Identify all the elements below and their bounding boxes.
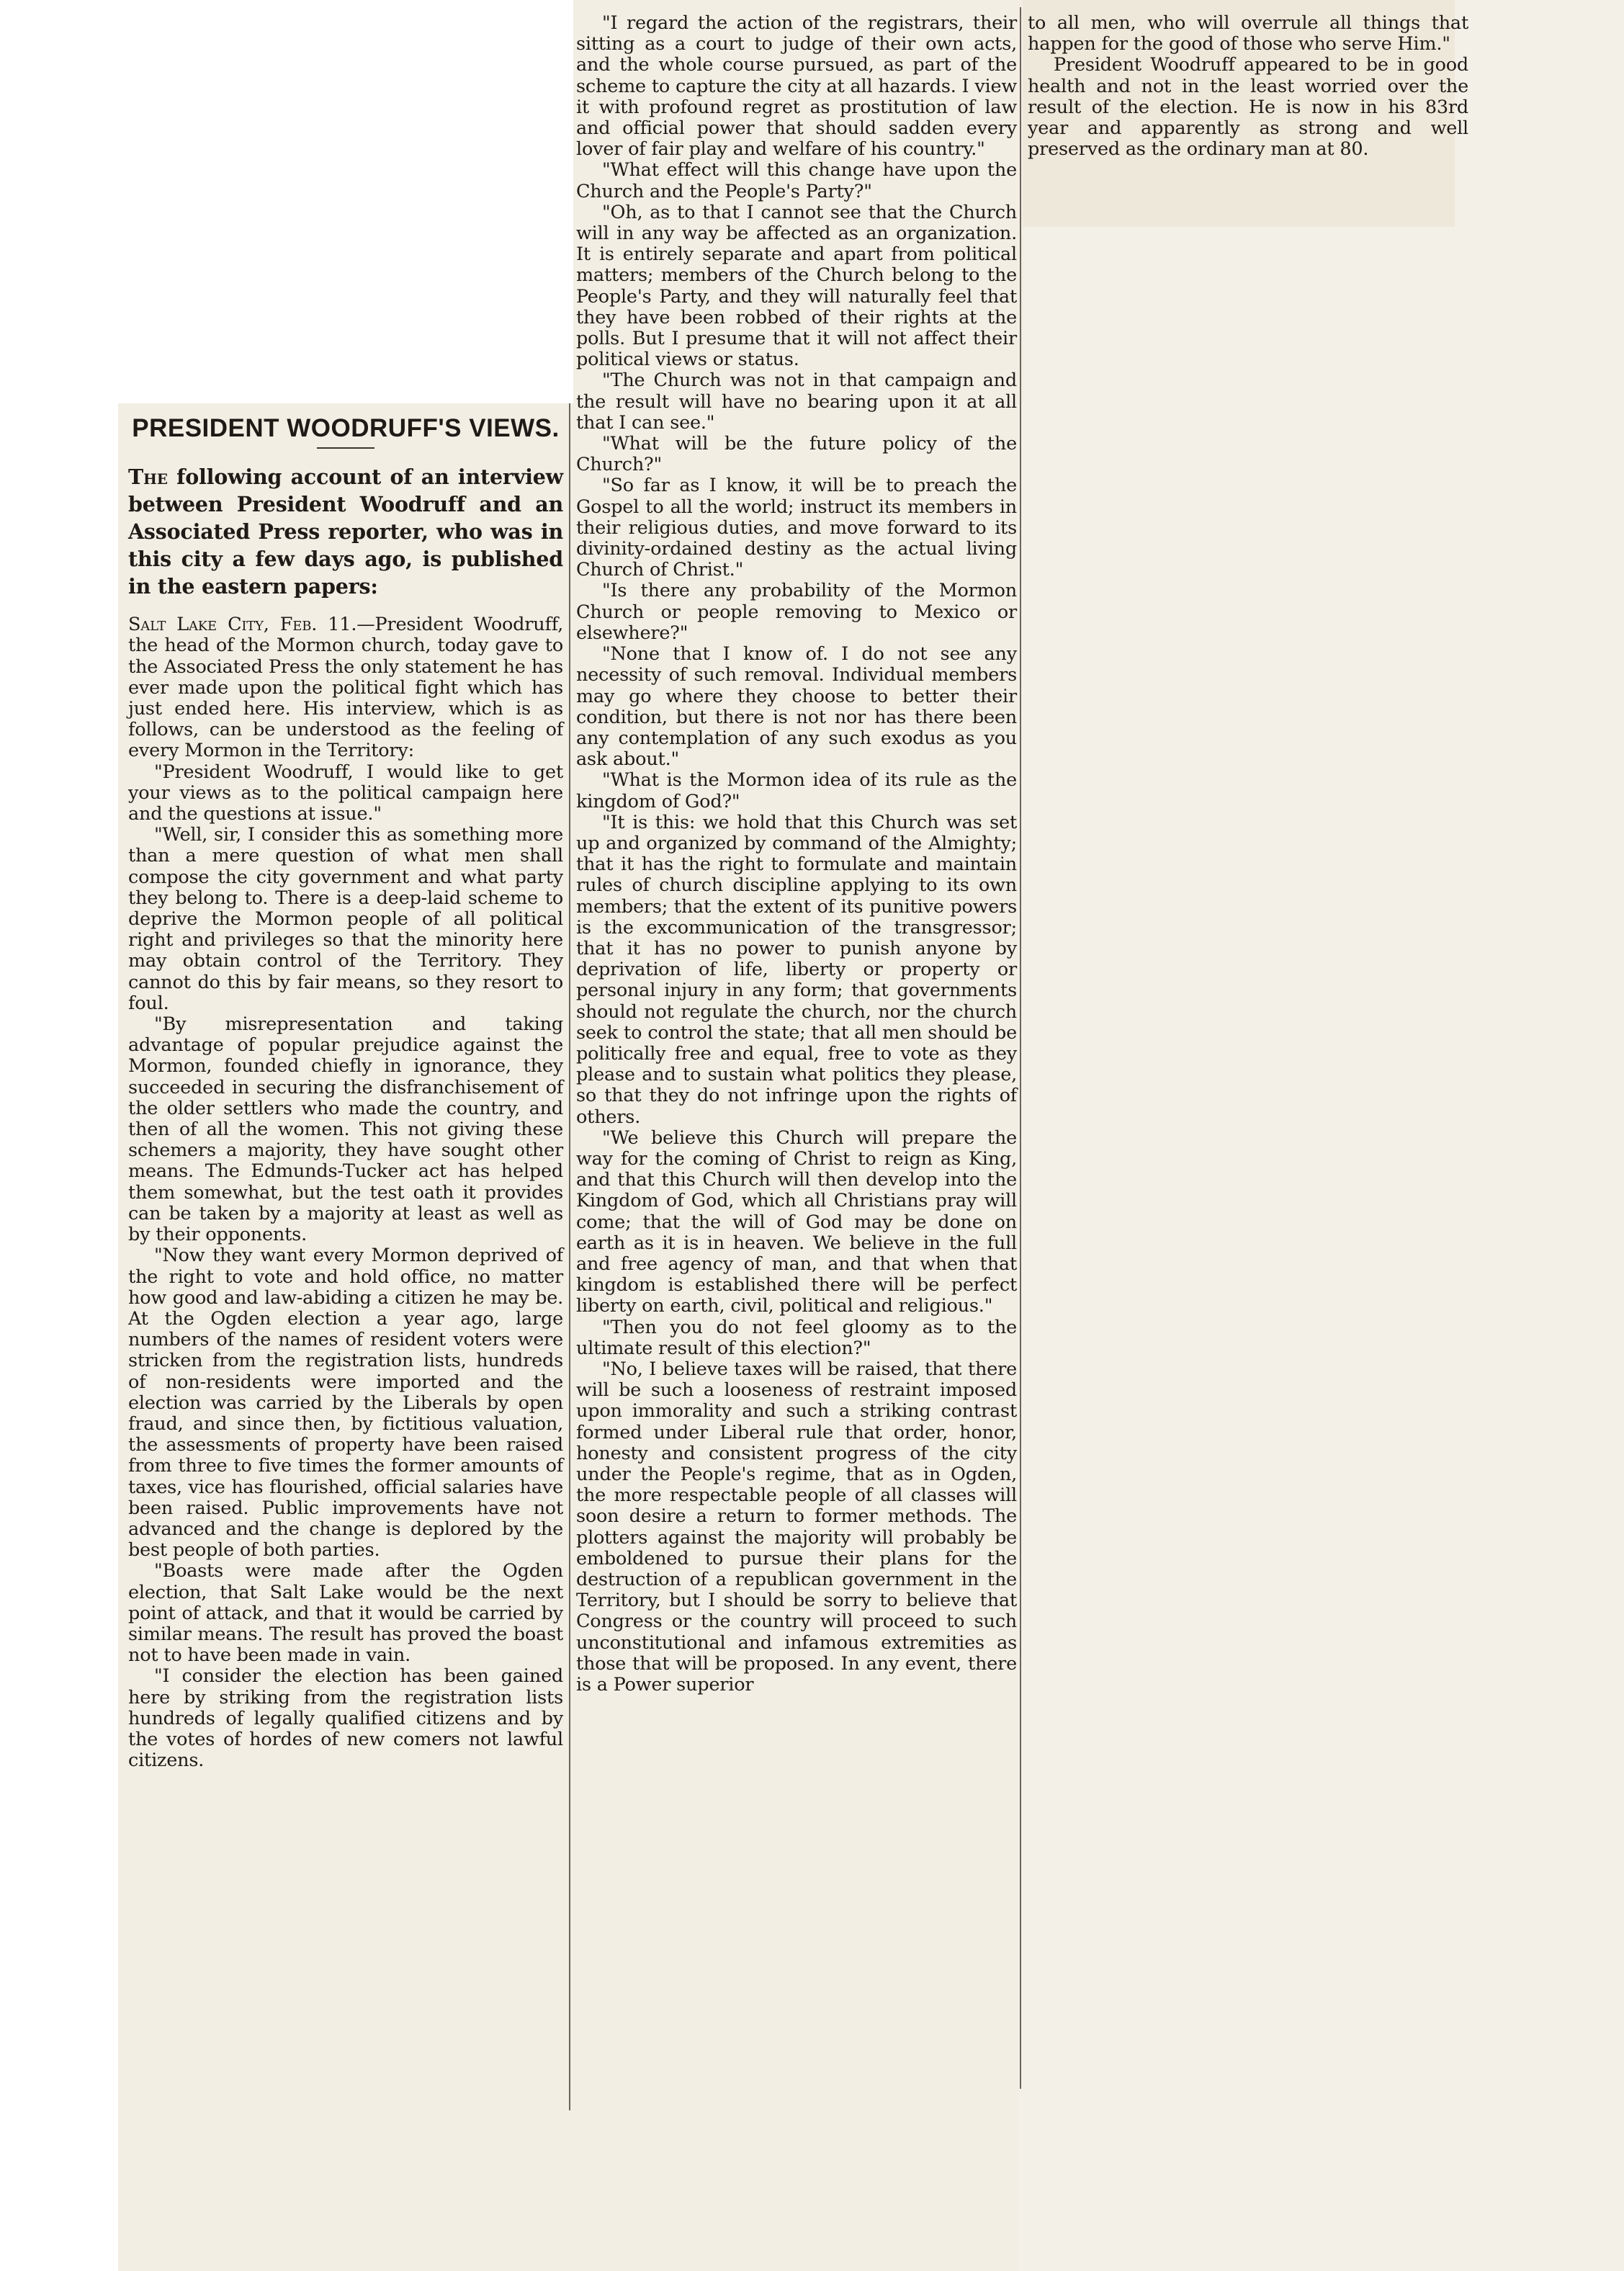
column-rule-right: [1020, 7, 1021, 2089]
paragraph: "Oh, as to that I cannot see that the Church will in any way be affected as an organization. It is entirely separate and apart from political matters; members of the Church belong to the People's Party, and they will naturally feel that they have been robbed of their rights at the polls. But I presume that it will not affect their political views or status.: [576, 201, 1017, 371]
paragraph: Salt Lake City, Feb. 11.—President Woodruff, the head of the Mormon church, today gave to the Associated Press the only statement he has ever made upon the political fight which has just ended here. His interview, which is as follows, can be understood as the feeling of every Mormon in the Territory:: [128, 614, 563, 762]
paragraph: "What will be the future policy of the Church?": [576, 433, 1017, 476]
clipping-paper-right: [1010, 0, 1624, 2271]
dateline: Salt Lake City, Feb. 11.: [128, 614, 357, 636]
paragraph: "I consider the election has been gained here by striking from the registration lists hundreds of legally qualified citizens and by the votes of hordes of new comers not lawful citizens.: [128, 1665, 563, 1772]
paragraph: to all men, who will overrule all things that happen for the good of those who serve Him.": [1028, 12, 1468, 55]
paragraph: "Well, sir, I consider this as something more than a mere question of what men shall compose the city government and what party they belong to. There is a deep-laid scheme to deprive the Mormon people of all political right and privileges so that the minority here may obtain control of the Territory. They cannot do this by fair means, so they resort to foul.: [128, 824, 563, 1014]
paragraph: "The Church was not in that campaign and the result will have no bearing upon it at all that I can see.": [576, 369, 1017, 434]
column-2: [576, 13, 1017, 1696]
paragraph: "What is the Mormon idea of its rule as the kingdom of God?": [576, 769, 1017, 812]
paragraph: "Is there any probability of the Mormon Church or people removing to Mexico or elsewhere?": [576, 580, 1017, 644]
paragraph: "What effect will this change have upon the Church and the People's Party?": [576, 159, 1017, 202]
paragraph: "I regard the action of the registrars, their sitting as a court to judge of their own acts, and the whole course pursued, as part of the scheme to capture the city at all hazards. I view it with profound regret as prostitution of law and official power that should sadden every lover of fair play and welfare of his country.": [576, 12, 1017, 161]
paragraph: "None that I know of. I do not see any necessity of such removal. Individual members may go where they choose to better their condition, but there is not nor has there been any contemplation of any such exodus as you ask about.": [576, 643, 1017, 771]
paragraph: "No, I believe taxes will be raised, that there will be such a looseness of restraint imposed upon immorality and such a striking contrast formed under Liberal rule that order, honor, honesty and consistent progress of the city under the People's regime, that as in Ogden, the more respectable people of all classes will soon desire a return to former methods. The plotters against the majority will probably be emboldened to pursue their plans for the destruction of a republican government in the Territory, but I should be sorry to believe that Congress or the country will proceed to such unconstitutional and infamous extremities as those that will be proposed. In any event, there is a Power superior: [576, 1358, 1017, 1696]
paragraph: "So far as I know, it will be to preach the Gospel to all the world; instruct its members in their religious duties, and move forward to its divinity-ordained destiny as the actual living Church of Christ.": [576, 475, 1017, 581]
paragraph: "We believe this Church will prepare the way for the coming of Christ to reign as King, and that this Church will then develop into the Kingdom of God, which all Christians pray will come; that the will of God may be done on earth as it is in heaven. We believe in the full and free agency of man, and that when that kingdom is established there will be perfect liberty on earth, civil, political and religious.": [576, 1126, 1017, 1317]
paragraph: "It is this: we hold that this Church was set up and organized by command of the Almighty; that it has the right to formulate and maintain rules of church discipline applying to its own members; that the extent of its punitive powers is the excommunication of the transgressor; that it has no power to punish anyone by deprivation of life, liberty or property or personal injury in any form; that governments should not regulate the church, nor the church seek to control the state; that all men should be politically free and equal, free to vote as they please and to sustain what politics they please, so that they do not infringe upon the rights of others.: [576, 811, 1017, 1128]
intro-text: following account of an interview between President Woodruff and an Associated Press reporter, who was in this city a few days ago, is published in the eastern papers:: [128, 465, 563, 599]
article-headline: PRESIDENT WOODRUFF'S VIEWS.: [132, 414, 560, 442]
paragraph: President Woodruff appeared to be in good health and not in the least worried over the result of the election. He is now in his 83rd year and apparently as strong and well preserved as the ordinary man at 80.: [1028, 54, 1468, 161]
paragraph: "President Woodruff, I would like to get your views as to the political campaign here and the questions at issue.": [128, 761, 563, 825]
paragraph: "Now they want every Mormon deprived of the right to vote and hold office, no matter how good and law-abiding a citizen he may be. At the Ogden election a year ago, large numbers of the names of resident voters were stricken from the registration lists, hundreds of non-residents were imported and the election was carried by the Liberals by open fraud, and since then, by fictitious valuation, the assessments of property have been raised from three to five times the former amounts of taxes, vice has flourished, official salaries have been raised. Public improvements have not advanced and the change is deplored by the best people of both parties.: [128, 1245, 563, 1562]
paragraph: "By misrepresentation and taking advantage of popular prejudice against the Mormon, founded chiefly in ignorance, they succeeded in securing the disfranchisement of the older settlers who made the country, and then of all the women. This not giving these schemers a majority, they have sought other means. The Edmunds-Tucker act has helped them somewhat, but the test oath it provides can be taken by a majority at least as well as by their opponents.: [128, 1013, 563, 1246]
headline-divider: [317, 447, 374, 449]
paragraph: "Then you do not feel gloomy as to the ultimate result of this election?": [576, 1316, 1017, 1359]
intro-lead: The: [128, 465, 168, 490]
column-1: [128, 414, 563, 1772]
column-rule-left: [569, 403, 570, 2110]
column-3: [1028, 13, 1468, 160]
article-intro: [128, 463, 563, 600]
paragraph: "Boasts were made after the Ogden election, that Salt Lake would be the next point of attack, and that it would be carried by similar means. The result has proved the boast not to have been made in vain.: [128, 1560, 563, 1667]
